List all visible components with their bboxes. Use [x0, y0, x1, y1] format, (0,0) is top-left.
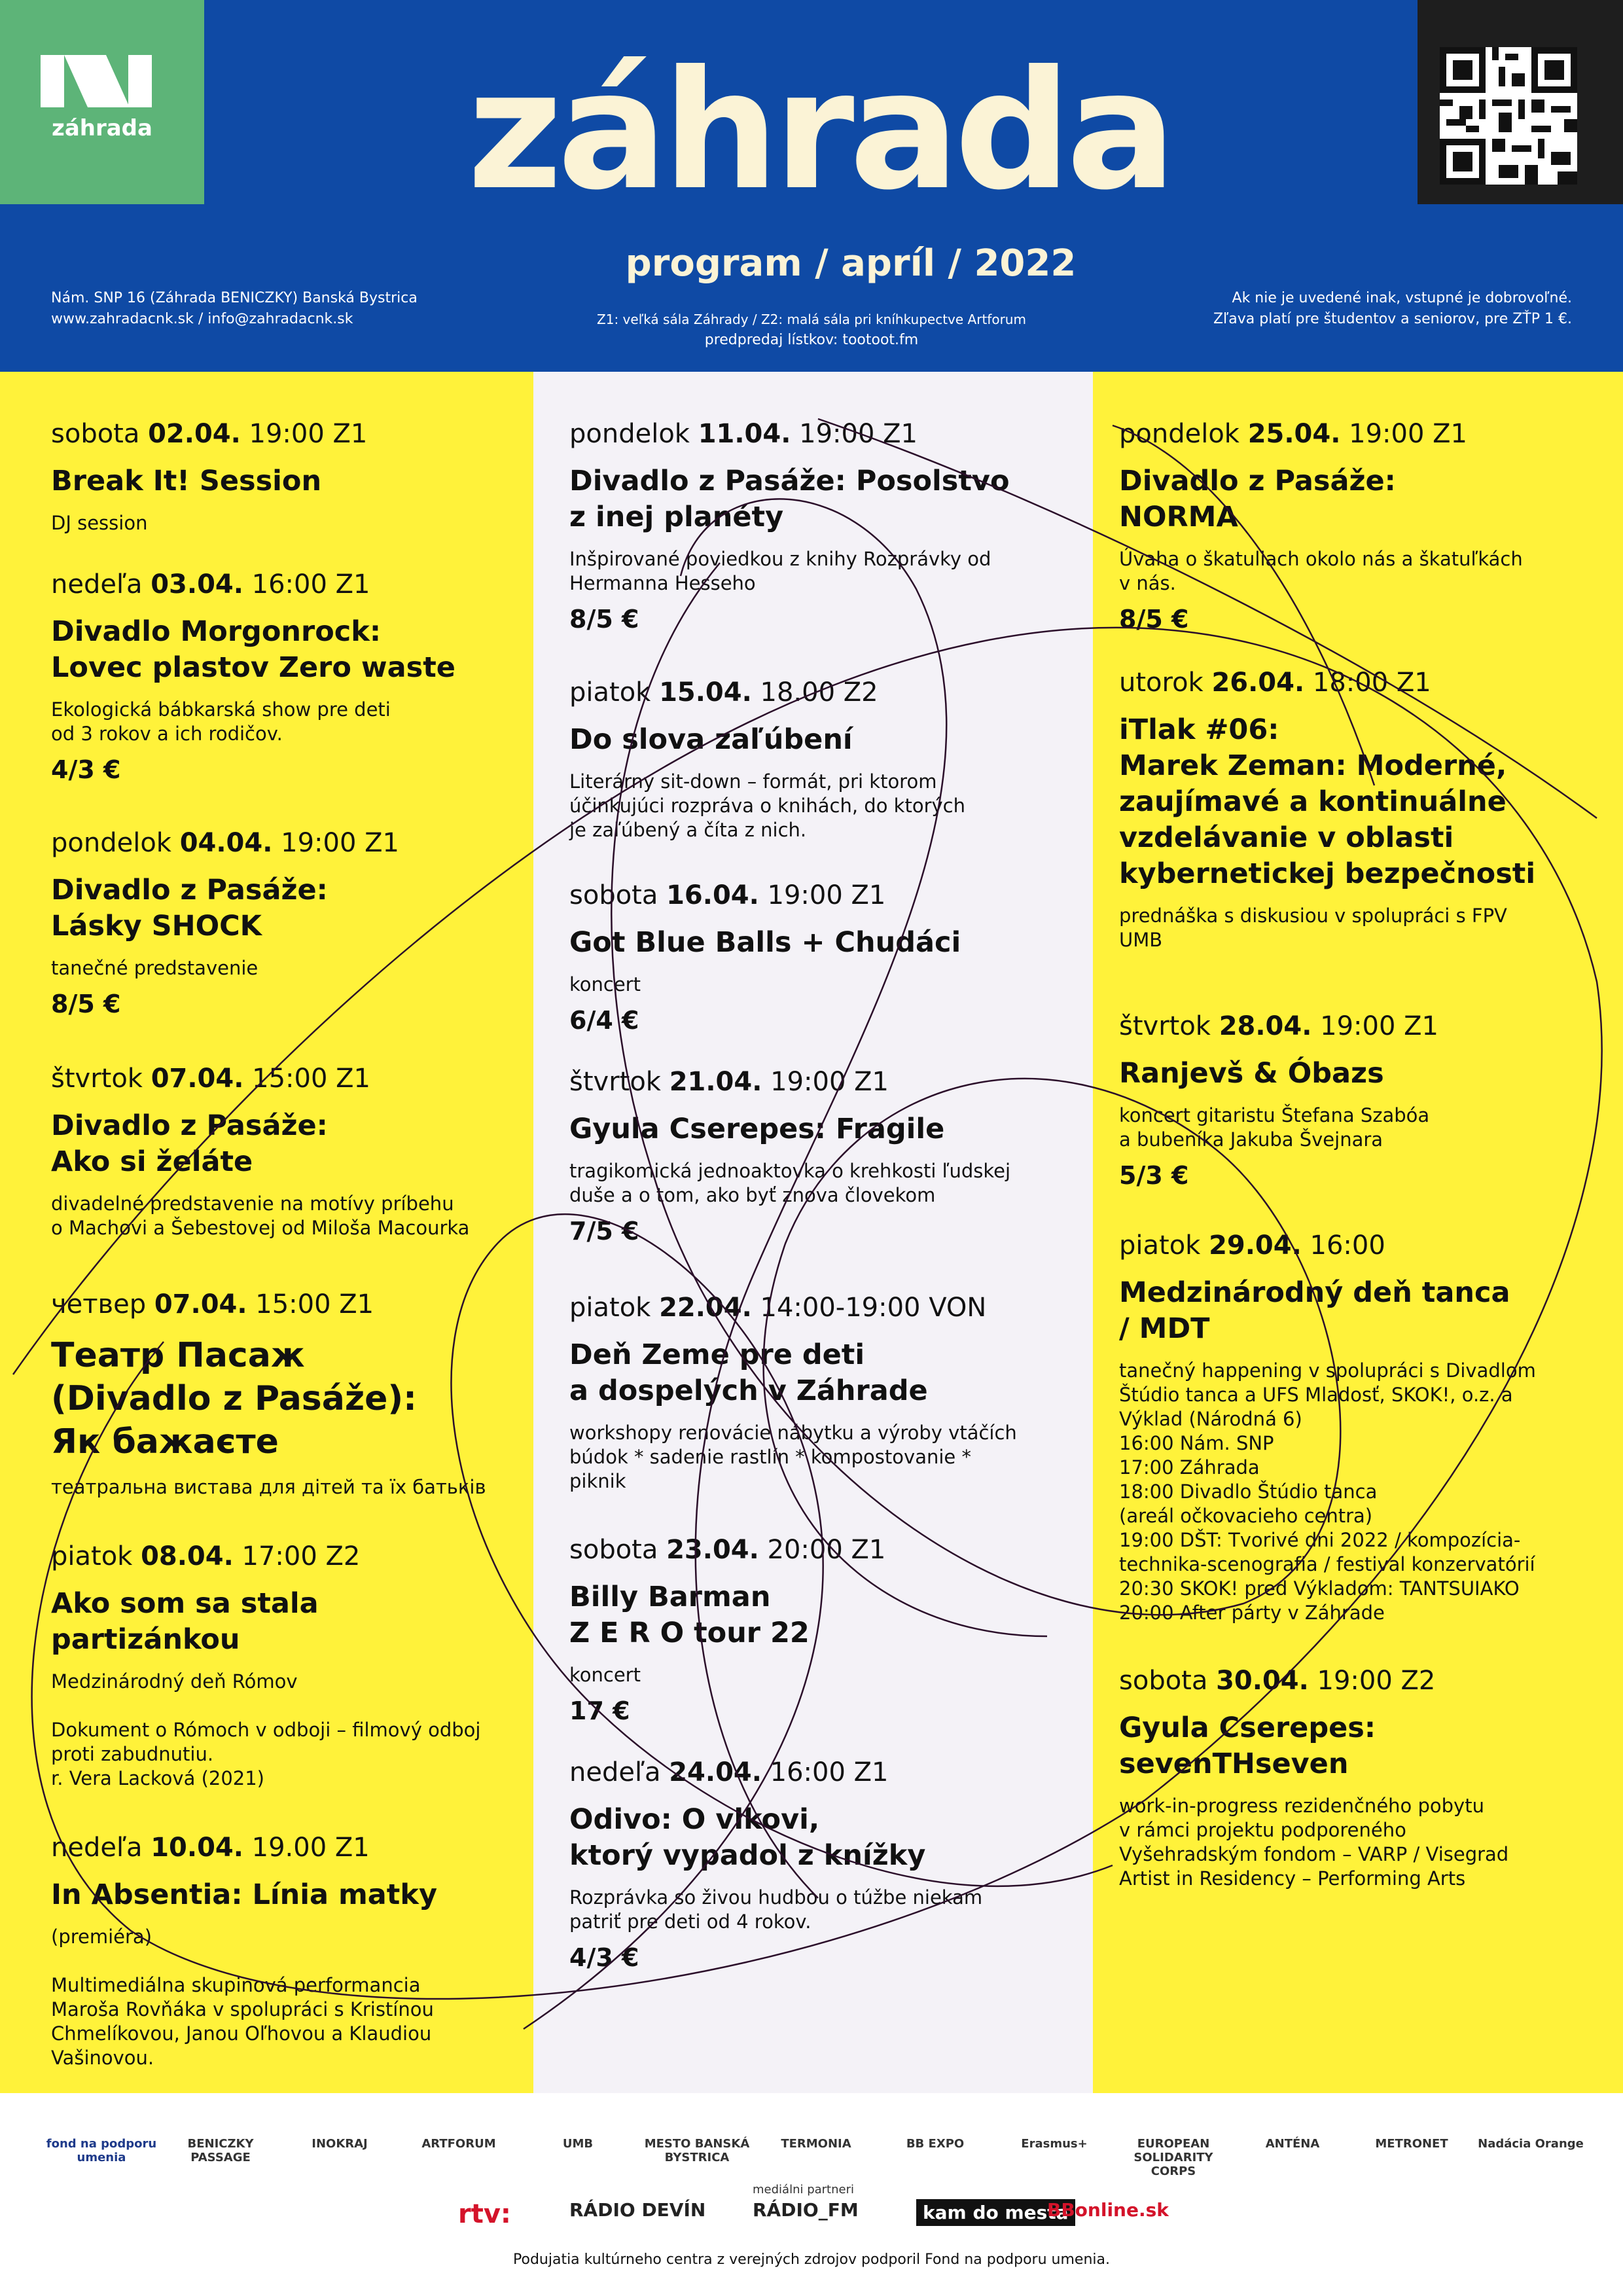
event-description: tragikomická jednoaktovka o krehkosti ľudskej duše a o tom, ako byť znova človekom [569, 1160, 1011, 1206]
sponsor-logo[interactable]: Erasmus+ [1021, 2137, 1088, 2151]
event-item[interactable] [569, 677, 1054, 842]
event-day: четвер [51, 1289, 147, 1319]
event-description: Rozprávka so živou hudbou o túžbe niekam patriť pre deti od 4 rokov. [569, 1886, 983, 1933]
event-date [1119, 419, 1590, 449]
event-time: 17:00 Z2 [241, 1541, 361, 1571]
event-day: pondelok [1119, 419, 1240, 449]
sponsor-logo[interactable]: INOKRAJ [312, 2137, 368, 2151]
event-day: štvrtok [1119, 1011, 1211, 1041]
event-time: 16:00 Z1 [770, 1757, 889, 1787]
event-description: Medzinárodný deň Rómov Dokument o Rómoch v odboji – filmový odboj proti zabudnutiu. r. Vera Lacková (2021) [51, 1670, 481, 1789]
discount-note: Zľava platí pre študentov a seniorov, pre ZŤP 1 €. [1213, 311, 1572, 327]
event-day: nedeľa [51, 569, 143, 600]
event-date-value: 28.04. [1219, 1011, 1312, 1041]
address-line: Nám. SNP 16 (Záhrada BENICZKY) Banská Bystrica [51, 290, 418, 306]
event-title: Divadlo z Pasáže: Ako si želáte [51, 1109, 328, 1178]
event-description: Inšpirované poviedkou z knihy Rozprávky od Hermanna Hesseho [569, 548, 991, 594]
event-item[interactable] [51, 1064, 535, 1240]
event-title: Ako som sa stala partizánkou [51, 1587, 319, 1656]
event-description: Literárny sit-down – formát, pri ktorom účinkujúci rozpráva o knihách, do ktorých je zaľúbený a číta z nich. [569, 770, 965, 841]
event-day: piatok [569, 1293, 651, 1323]
sponsor-logo[interactable]: TERMONIA [781, 2137, 851, 2151]
event-item[interactable] [51, 1289, 535, 1499]
event-price: 8/5 € [1119, 605, 1189, 634]
event-description: Ekologická bábkarská show pre deti od 3 rokov a ich rodičov. [51, 698, 391, 745]
media-partner-logo[interactable]: RÁDIO DEVÍN [569, 2199, 706, 2221]
event-date [1119, 1011, 1590, 1041]
event-price: 7/5 € [569, 1217, 639, 1246]
event-date-value: 24.04. [669, 1757, 762, 1787]
media-label: mediálni partneri [753, 2183, 854, 2197]
header [0, 0, 1623, 372]
event-description: tanečný happening v spolupráci s Divadlom Štúdio tanca a UFS Mladosť, SKOK!, o.z. a Výklad (Národná 6) 16:00 Nám. SNP 17:00 Záhrada 18:00 Divadlo Štúdio tanca (areál očkovacieho centra) 19:00 DŠT: Tvorivé dni 2022 / kompozícia- technika-scenografia / festival konzervatórií 20:30 SKOK! pred Výkladom: TANTSUIAKO 20:00 After párty v Záhrade [1119, 1359, 1536, 1624]
event-day: utorok [1119, 668, 1204, 698]
event-time: 20:00 Z1 [767, 1535, 886, 1565]
event-date-value: 07.04. [151, 1064, 244, 1094]
event-description: workshopy renovácie nábytku a výroby vtáčích búdok * sadenie rastlín * kompostovanie * piknik [569, 1422, 1017, 1492]
page-title: záhrada [467, 35, 1171, 226]
event-time: 14:00-19:00 VON [760, 1293, 987, 1323]
event-price: 8/5 € [51, 990, 121, 1018]
event-item[interactable] [1119, 1011, 1590, 1190]
event-title: Театр Пасаж (Divadlo z Pasáže): Як бажаєте [51, 1336, 417, 1462]
event-price: 4/3 € [569, 1943, 639, 1972]
entry-notes [1213, 288, 1572, 330]
event-title: Deň Zeme pre deti a dospelých v Záhrade [569, 1338, 928, 1407]
event-day: sobota [569, 1535, 658, 1565]
event-date-value: 08.04. [141, 1541, 234, 1571]
event-date-value: 03.04. [151, 569, 243, 600]
event-date [569, 1293, 1054, 1323]
event-time: 19.00 Z1 [251, 1833, 370, 1863]
event-date [1119, 1230, 1590, 1261]
event-price: 8/5 € [569, 605, 639, 634]
event-date [569, 419, 1054, 449]
event-price: 4/3 € [51, 755, 121, 784]
event-title: Divadlo Morgonrock: Lovec plastov Zero waste [51, 615, 455, 684]
event-item[interactable] [1119, 668, 1590, 952]
event-date [569, 1067, 1054, 1097]
sponsor-logo[interactable]: METRONET [1375, 2137, 1448, 2151]
event-date [51, 1541, 535, 1571]
event-title: Billy Barman Z E R O tour 22 [569, 1581, 810, 1649]
event-title: iTlak #06: Marek Zeman: Moderné, zaujímavé a kontinuálne vzdelávanie v oblasti kybernetickej bezpečnosti [1119, 713, 1536, 890]
logo[interactable] [0, 0, 204, 204]
event-date [569, 1757, 1054, 1787]
event-time: 19:00 Z1 [281, 828, 399, 858]
event-date-value: 10.04. [151, 1833, 243, 1863]
event-title: In Absentia: Línia matky [51, 1878, 437, 1911]
event-date [569, 677, 1054, 708]
event-date-value: 21.04. [669, 1067, 762, 1097]
logo-icon [41, 55, 152, 107]
event-date-value: 22.04. [659, 1293, 752, 1323]
footnote: Podujatia kultúrneho centra z verejných zdrojov podporil Fond na podporu umenia. [513, 2251, 1110, 2268]
event-item[interactable] [51, 828, 535, 1018]
event-title: Gyula Cserepes: Fragile [569, 1113, 945, 1145]
event-day: sobota [51, 419, 140, 449]
qr-code[interactable] [1418, 0, 1623, 204]
event-time: 16:00 [1310, 1230, 1385, 1261]
media-partner-logo[interactable]: BBonline.sk [1047, 2199, 1169, 2221]
event-date [1119, 1666, 1590, 1696]
event-item[interactable] [1119, 1230, 1590, 1625]
event-day: nedeľa [51, 1833, 143, 1863]
event-time: 19:00 Z1 [249, 419, 368, 449]
event-time: 16:00 Z1 [251, 569, 370, 600]
event-title: Ranjevš & Óbazs [1119, 1057, 1384, 1090]
event-day: pondelok [51, 828, 171, 858]
event-date [51, 1064, 535, 1094]
sponsor-logo[interactable]: ANTÉNA [1265, 2137, 1320, 2151]
event-date [51, 1289, 535, 1319]
event-day: štvrtok [569, 1067, 661, 1097]
event-price: 5/3 € [1119, 1161, 1189, 1190]
event-date [51, 419, 535, 449]
event-date-value: 25.04. [1247, 419, 1341, 449]
event-time: 19:00 Z1 [799, 419, 918, 449]
event-time: 18.00 Z2 [760, 677, 878, 708]
sponsor-logo[interactable]: UMB [562, 2137, 594, 2151]
presale[interactable]: predpredaj lístkov: tootoot.fm [704, 332, 919, 348]
event-day: štvrtok [51, 1064, 143, 1094]
event-description: tanečné predstavenie [51, 957, 259, 979]
address [51, 288, 418, 330]
event-title: Divadlo z Pasáže: NORMA [1119, 465, 1396, 533]
event-day: pondelok [569, 419, 690, 449]
event-time: 19:00 Z1 [767, 880, 886, 910]
event-date-value: 04.04. [179, 828, 273, 858]
event-time: 19:00 Z1 [770, 1067, 889, 1097]
event-time: 19:00 Z1 [1349, 419, 1467, 449]
sponsor-logo[interactable]: MESTO BANSKÁ BYSTRICA [644, 2137, 750, 2164]
logo-text: záhrada [52, 115, 152, 141]
sponsor-logo[interactable]: ARTFORUM [421, 2137, 496, 2151]
event-item[interactable] [1119, 419, 1590, 634]
event-date-value: 02.04. [148, 419, 241, 449]
event-item[interactable] [569, 1067, 1054, 1246]
sponsor-logo[interactable]: BB EXPO [906, 2137, 965, 2151]
event-day: piatok [1119, 1230, 1201, 1261]
event-item[interactable] [569, 1293, 1054, 1494]
media-partner-logo[interactable]: RÁDIO_FM [753, 2199, 859, 2221]
event-description: театральна вистава для дітей та їх батьків [51, 1476, 486, 1498]
qr-code-icon [1440, 47, 1577, 185]
event-description: (premiéra) Multimediálna skupinová performancia Maroša Rovňáka v spolupráci s Kristínou Chmelíkovou, Janou Oľhovou a Klaudiou Vašinovou. [51, 1926, 434, 2069]
event-price: 17 € [569, 1696, 630, 1725]
event-date [569, 880, 1054, 910]
event-day: nedeľa [569, 1757, 661, 1787]
event-date [51, 828, 535, 858]
event-date-value: 26.04. [1211, 668, 1305, 698]
event-item[interactable] [569, 1757, 1054, 1972]
event-date-value: 15.04. [659, 677, 752, 708]
event-description: koncert [569, 973, 641, 996]
entry-note: Ak nie je uvedené inak, vstupné je dobrovoľné. [1232, 290, 1572, 306]
event-item[interactable] [569, 1535, 1054, 1725]
venues: Z1: veľká sála Záhrady / Z2: malá sála pri kníhkupectve Artforum [597, 312, 1026, 327]
program-subtitle: program / apríl / 2022 [625, 242, 1077, 285]
sponsor-logo[interactable]: BENICZKY PASSAGE [187, 2137, 254, 2164]
event-description: work-in-progress rezidenčného pobytu v rámci projektu podporeného Vyšehradským fondom – VARP / Visegrad Artist in Residency – Performing Arts [1119, 1795, 1509, 1890]
event-time: 15:00 Z1 [252, 1064, 370, 1094]
event-item[interactable] [51, 419, 535, 535]
event-title: Do slova zaľúbení [569, 723, 853, 756]
event-time: 19:00 Z1 [1320, 1011, 1438, 1041]
event-title: Break It! Session [51, 465, 322, 497]
event-date-value: 30.04. [1216, 1666, 1309, 1696]
event-time: 15:00 Z1 [255, 1289, 374, 1319]
event-date [1119, 668, 1590, 698]
event-description: koncert gitaristu Štefana Szabóa a bubeníka Jakuba Švejnara [1119, 1104, 1430, 1151]
sponsor-logo[interactable]: Nadácia Orange [1478, 2137, 1584, 2151]
event-date-value: 07.04. [154, 1289, 247, 1319]
sponsor-logo[interactable]: fond na podporu umenia [46, 2137, 157, 2164]
event-title: Got Blue Balls + Chudáci [569, 926, 961, 959]
event-date-value: 29.04. [1209, 1230, 1302, 1261]
event-time: 19:00 Z2 [1317, 1666, 1436, 1696]
event-date-value: 23.04. [666, 1535, 759, 1565]
event-title: Odivo: O vlkovi, ktorý vypadol z knížky [569, 1803, 926, 1872]
event-title: Gyula Cserepes: sevenTHseven [1119, 1712, 1376, 1780]
event-item[interactable] [569, 880, 1054, 1035]
event-title: Medzinárodný deň tanca / MDT [1119, 1276, 1510, 1345]
event-price: 6/4 € [569, 1006, 639, 1035]
event-item[interactable] [1119, 1666, 1590, 1891]
event-day: sobota [1119, 1666, 1208, 1696]
event-day: piatok [51, 1541, 133, 1571]
event-item[interactable] [569, 419, 1054, 634]
media-partner-logo[interactable]: kam do mesta [916, 2199, 1075, 2226]
event-title: Divadlo z Pasáže: Lásky SHOCK [51, 874, 328, 942]
event-item[interactable] [51, 1541, 535, 1791]
event-description: koncert [569, 1664, 641, 1686]
event-time: 18:00 Z1 [1312, 668, 1431, 698]
event-day: piatok [569, 677, 651, 708]
event-date [51, 1833, 535, 1863]
event-description: Úvaha o škatuliach okolo nás a škatuľkách v nás. [1119, 548, 1523, 594]
event-item[interactable] [51, 1833, 535, 2070]
event-description: divadelné predstavenie na motívy príbehu o Machovi a Šebestovej od Miloša Macourka [51, 1193, 470, 1239]
venue-info [524, 309, 1099, 351]
event-title: Divadlo z Pasáže: Posolstvo z inej planéty [569, 465, 1010, 533]
event-date-value: 16.04. [666, 880, 759, 910]
event-date [569, 1535, 1054, 1565]
event-description: DJ session [51, 512, 148, 534]
media-partner-logo[interactable]: rtv: [458, 2199, 511, 2229]
sponsor-logo[interactable]: EUROPEAN SOLIDARITY CORPS [1133, 2137, 1213, 2178]
event-day: sobota [569, 880, 658, 910]
event-date-value: 11.04. [698, 419, 791, 449]
event-item[interactable] [51, 569, 535, 784]
event-date [51, 569, 535, 600]
web-email[interactable]: www.zahradacnk.sk / info@zahradacnk.sk [51, 311, 353, 327]
event-description: prednáška s diskusiou v spolupráci s FPV UMB [1119, 905, 1507, 951]
